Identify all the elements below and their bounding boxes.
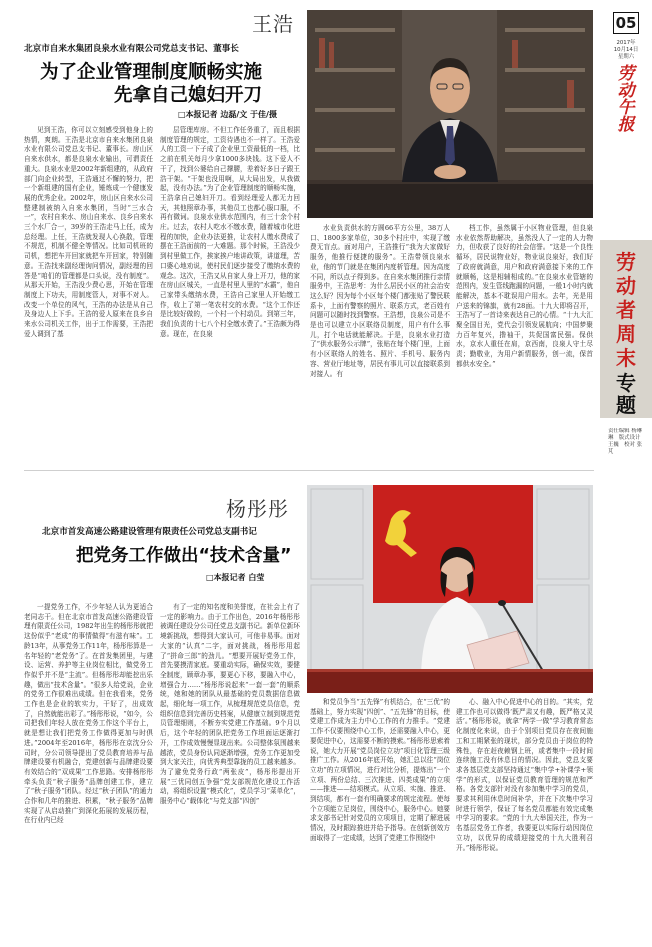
section-sub: 专题 bbox=[616, 371, 636, 417]
issue-date-year: 2017年 bbox=[616, 40, 636, 46]
section-name: 劳动者周末 bbox=[616, 250, 636, 370]
article2-photo bbox=[307, 485, 593, 693]
article2-byline: □本报记者 白莹 bbox=[206, 573, 265, 582]
article2-column-3: 和党员争当“五先锋”有机结合，在“三优”的基础上，努力实现“四创”、“五先锋”的目标，使党建工作成为主力中心工作的有力推手。“党建工作不仅要围绕中心工作，还需要融入中心，更要促进中心，这需要不断的摸索。”杨彤彤思索着说，她大力开展“党员岗位立功”项目化管理三级推广工作。从2016年底开始，她汇总以往“岗位立功”的立项情况，进行对比分析，提炼出“一个立项、两份总结、三次推进、四类成果”的立项——推进——结项模式。从立项、实施、推进、到结项，都有一套有明确要求的规定流程。使每个立项能立足岗位，围绕中心，服务中心。她要求支部书记针对党员的立项项目，定期了解进展情况，及时跟踪推进并给予指导。在创新创效方面取得了一定成绩，达到了党建工作围绕中 bbox=[310, 698, 450, 842]
article1-headline-line2: 先拿自己媳妇开刀 bbox=[114, 85, 263, 106]
article1-byline: □本报记者 边磊/文 于佳/摄 bbox=[178, 110, 277, 119]
article2-column-4: 心、融入中心促进中心的目的。“其实，党建工作也可以做得‘既严肃又有趣，既严格又灵活’。”杨彤彤说，就拿“两学一做”学习教育常态化制度化来说，由于个别项目党员存在夜间施工和工期紧张的现状，部分党员由于岗位的特殊性，存在赶夜赖钢上班，或者集中一段时间连续施工没有休息日的情况。因此，党总支要求各基层党支部坚持通过“集中学+补课学+领学”的形式，以保证党员教育管理的规范和严格。各党支部针对没有参加集中学习的党员，要求其利用休息时间补学，并在下次集中学习时进行领学，保证了每名党员都能有效完成集中学习的要求。“党的十九大举国关注，作为一名基层党务工作者，我要更以实际行动因岗位立功，以优异的成绩迎接党的十九大胜利召开。”杨彤彤说。 bbox=[456, 698, 593, 852]
article-divider bbox=[24, 470, 594, 471]
article2-column-1: 一提党务工作，不少年轻人认为更适合老同志干。但在北京市首发高速公路建设管理有限责任公司，1982年出生的杨彤彤就把这份似乎“老成”的事情做得“有滋有味”。工龄13年，从事党务工作11年，杨彤彤算是一名年轻的“老党务”了。在首发集团里，与建设、运营、养护等主业岗位相比，做党务工作似乎并不是“主流”。但杨彤彤却能挖出乐趣，做出“技术含量”。“很多人给党说，企业的党务工作很难出成绩。但在我看来，党务工作也是企业的软实力，干好了，出成效了，自然就能出彩了。”杨彤彤说，“如今，公司把我们年轻人放在党务工作这个平台上，就是想让我们把党务工作做得更加与时俱进。”2004年至2016年，杨彤彤在京沈分公司时，分公司领导提出了党员教育培养与品牌建设要有机融合，党建创新与品牌建设要有效结合的“双成果”工作思路。安排杨彤彤牵头负责“秋子服务”品牌创建工作，建立了“秋子服务”团队。经过“秋子团队”的通力合作和几年的推进、积累，“秋子服务”品牌实现了从启动推广到深化拓展的发展历程，在行业内已经 bbox=[24, 603, 153, 825]
newspaper-logo: 劳动午报 bbox=[617, 64, 635, 135]
article1-photo bbox=[307, 10, 593, 218]
section-rail bbox=[600, 0, 652, 947]
editor-credits: 责任编辑 杨琳琳 版式设计 王巍 校对 张芃 bbox=[608, 428, 643, 455]
article1-headline-line1: 为了企业管理制度顺畅实施 bbox=[40, 62, 263, 83]
page-number: 05 bbox=[613, 12, 639, 34]
man-portrait-photo bbox=[307, 10, 593, 218]
article1-org-title: 北京市自来水集团良泉水业有限公司党总支书记、董事长 bbox=[24, 44, 239, 54]
article1-column-3: 水业负责供水的方圆66平方公里，38万人口、1800多家单位，30多个村庄中，实现了缴费无盲点。面对用户，王浩推行“我为大家做好服务，他推行便捷的服务”。王浩带领良泉水业，他的节门就是在集团内度析管理。因为高度不同，所以点子得到多。在自来水集团推行亲情服务中，王浩思考：为什么居民小区的社会治安这么好？因为每个小区每个楼门都张贴了警民联系卡，上面有警察的照片、联系方式，老百姓有问题可以随时找到警察。王浩想，良泉公司是不是也可以建立小区联络员制度，用户有什么事儿，打个电话就能解决。于是，良泉水业打造了“供水服务公示牌”，张贴在每个楼门里，上面有小区联络人的姓名、照片、手机号、服务内容、营业厅地址等，居民有事儿可以直接联系到对接人。有 bbox=[310, 224, 450, 378]
article1-person-name: 王浩 bbox=[252, 12, 294, 36]
article1-column-1: 见到王浩，你可以立刻感受到他身上的热情，爽朗。王浩是北京市自来水集团良泉水业有限公司党总支书记、董事长。房山区自来水供水，都是良泉水业输出，可谓责任重大。良泉水业是2002年新组建的，从政府部门向企业转型，王浩通过不懈的努力，把一个新组建的国有企业，锤炼成一个健康发展的优秀企业。2002年，房山区自来水公司整建制被纳入自来水集团，当时“三水合一”，农村自来水、房山自来水、良乡自来水三个水厂合一，39岁的王浩走马上任，成为总经理。上任，王浩就发现人心涣散，管理不规范，机制不健全等情况。比如司机班的司机，想把车开回家就把车开回家，特别随意。王浩找来副经理询问情况，副经理的回答是“咱们的管理都是口头说，没有制度”。从那天开始，王浩没少费心思，开始在管理制度上下功夫，用制度管人，对事不对人。改变一个单位的风气，王浩的办法是从自己及身边人上下手。王浩的爱人原来在良乡自来水公司机关工作，出于工作需要，王浩把爱人调到了基 bbox=[24, 126, 153, 338]
article2-column-2: 有了一定的知名度和美誉度，在社会上有了一定的影响力。由于工作出色，2016年杨彤彤被调任建设分公司任党总支副书记。新单位新环境新挑战，想得到大家认可，可他非易事。面对大家的“认真”二字，面对挑战，杨彤彤用起了“拼命三郎”的劲儿。“想要开展好党务工作，首先要摸清家底。要重动实际，确保实效，要健全制度，顾章办事，要更心下移，要融入中心，增强合力……”杨彤彤说起来“一套一套”的顺系统，她和她的团队从最基础的党员数据信息做起，细化每一项工作，从梳理规范党员信息，党组织信息到完善历史档案，从健康立制到规范党员管理细则，不断夯实党建工作基础。9个月以后，这个年轻的团队把党务工作坦面运逐渐打开，工作成效慢慢显现出来。公司整体氛围越来越浓，党员身份认同逐渐增强，党务工作更加受到大家关注，向优秀典型靠拢的员工越来越多。为了避免党务行政“两张皮”，杨彤彤提出开展“三优同创五争强”党支部规范化建设工作活动，将组织设置“模式化”，党员学习“菜单化”，服务中心“载体化”与党支部“四创” bbox=[160, 603, 300, 806]
issue-date-weekday: 星期六 bbox=[617, 54, 635, 60]
article2-person-name: 杨彤彤 bbox=[226, 497, 289, 521]
article1-column-4: 档工作，虽然属于小区物业管理，但良泉水业依然帮助解决，虽然没人了一定的人力物力，但收获了良好的社会信誉。“这是一个良性循环，居民说物业好，物业说良泉好，我们好了政府就满意，用户和政府满意接下来的工作就顺畅，这是相辅相成的。”在良泉水业管辖的范围内，发生管线跑漏的问题，一般1小时内就能解决，基本不耽误用户用水。去年，光是用户送来的锦旗，就有28面。十九大即将召开，王浩写了一首诗来表达自己的心情。“十九大汇聚全国目光，党代会引领发展航向；中国梦聚力百年复兴，撸袖干，共促国富民强。保供水，京水人重任在肩，京西南，良泉人守土尽责；勤敬业，为用户新情服务，创一流，保首都供水安全。” bbox=[456, 224, 593, 368]
woman-reading-photo bbox=[307, 485, 593, 693]
issue-date-day: 10月14日 bbox=[613, 47, 639, 53]
article2-headline: 把党务工作做出“技术含量” bbox=[76, 546, 292, 566]
issue-date bbox=[600, 40, 652, 61]
article2-org-title: 北京市首发高速公路建设管理有限责任公司党总支副书记 bbox=[42, 527, 257, 537]
article1-column-2: 层管理库房。不但工作任务重了，而且根据制度管理的规定，工资待遇也不一样了。王浩爱人的工资一下子成了企业里工资最低的一档，比之前在机关每月少拿1000多块钱。这下爱人不干了，找到公婆给自己撑腰，差着好多日子跟王浩干架。“干架也没用啊，从大局出发，从我做起，没有办法。”为了企业管理制度的顺畅实施，王浩拿自己媳妇开刀。看到经理爱人都无力回天，其他照章办事，其他员工也都心服口服，不再有微词。良泉水业供水范围内，有三十余个村庄。过去，农村人吃水不缴水费，随着城市化进程的加快，企业办法更推，让农村人缴水费成了摆在王浩面前的一大难题。那个时候，王浩没少到村里做工作，挨家挨户地讲政策，讲道理，苦口婆心地劝说，使村民们逐步接受了缴纳水费的观念。这次，王浩又从自家人身上开刀，他的家在房山区城关，一直是村里人里的“水霸”，他自己家带头缴纳水费，王浩自己家里人开始缴工作，收上了第一笔农村交的水费。“这个工作还是比较好做的，一个村一个村动员。到第三年，我们负责的十七八个村全缴水费了。”王浩颇为得意。现在，在良泉 bbox=[160, 126, 300, 338]
